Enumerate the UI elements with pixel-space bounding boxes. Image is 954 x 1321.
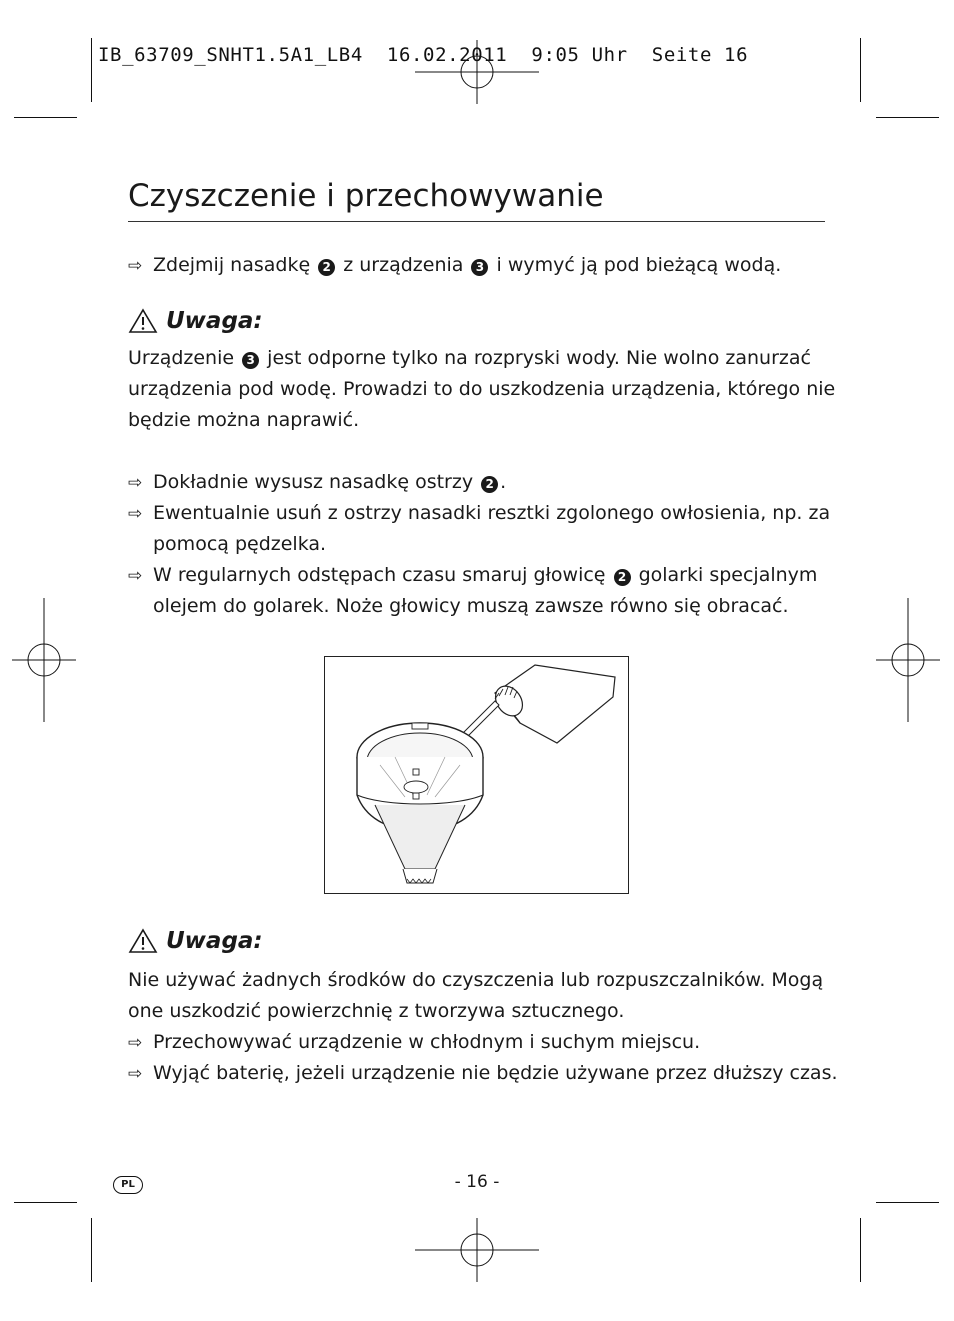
shaver-oiling-drawing bbox=[325, 657, 628, 893]
crop-mark bbox=[860, 38, 861, 102]
title-divider bbox=[128, 221, 825, 222]
arrow-right-icon: ⇨ bbox=[128, 1064, 143, 1084]
warning-text: Nie używać żadnych środków do czyszczenia lub rozpuszczalników. Mogą one uszkodzić powierzchnię z tworzywa sztucznego. bbox=[128, 969, 824, 1022]
page-number: - 16 - bbox=[454, 1172, 500, 1192]
crop-mark bbox=[14, 1202, 77, 1203]
reference-number-badge: 3 bbox=[471, 259, 488, 276]
oiling-illustration bbox=[324, 656, 629, 894]
crop-mark bbox=[876, 1202, 939, 1203]
arrow-right-icon: ⇨ bbox=[128, 256, 143, 276]
warning-text: Urządzenie 3 jest odporne tylko na rozpryski wody. Nie wolno zanurzać urządzenia pod wodę. Prowadzi to do uszkodzenia urządzenia, którego nie będzie można naprawić. bbox=[128, 347, 836, 431]
registration-mark-left bbox=[12, 598, 76, 722]
crop-mark bbox=[14, 117, 77, 118]
reference-number-badge: 2 bbox=[614, 569, 631, 586]
reference-number-badge: 2 bbox=[318, 259, 335, 276]
step-remove-hair: ⇨ Ewentualnie usuń z ostrzy nasadki resztki zgolonego owłosienia, np. za pomocą pędzelka. bbox=[128, 498, 828, 560]
crop-mark bbox=[91, 1218, 92, 1282]
page-title: Czyszczenie i przechowywanie bbox=[128, 178, 604, 214]
language-badge: PL bbox=[113, 1176, 143, 1194]
crop-mark bbox=[876, 117, 939, 118]
warning-heading: Uwaga: bbox=[128, 928, 263, 954]
step-oil: ⇨ W regularnych odstępach czasu smaruj głowicę 2 golarki specjalnym olejem do golarek. Noże głowicy muszą zawsze równo się obracać. bbox=[128, 560, 828, 622]
step-remove-battery: ⇨ Wyjąć baterię, jeżeli urządzenie nie będzie używane przez dłuższy czas. bbox=[128, 1058, 828, 1089]
registration-mark-right bbox=[876, 598, 940, 722]
warning-heading: Uwaga: bbox=[128, 308, 263, 334]
crop-mark bbox=[91, 38, 92, 102]
print-header: IB_63709_SNHT1.5A1_LB4 16.02.2011 9:05 Uhr Seite 16 bbox=[98, 44, 749, 66]
warning-triangle-icon bbox=[128, 308, 158, 334]
step-dry: ⇨ Dokładnie wysusz nasadkę ostrzy 2 . bbox=[128, 467, 828, 498]
arrow-right-icon: ⇨ bbox=[128, 566, 143, 586]
crop-mark bbox=[860, 1218, 861, 1282]
arrow-right-icon: ⇨ bbox=[128, 473, 143, 493]
step-remove-attachment: ⇨ Zdejmij nasadkę 2 z urządzenia 3 i wymyć ją pod bieżącą wodą. bbox=[128, 250, 828, 281]
reference-number-badge: 3 bbox=[242, 352, 259, 369]
reference-number-badge: 2 bbox=[481, 476, 498, 493]
warning-triangle-icon bbox=[128, 928, 158, 954]
step-store: ⇨ Przechowywać urządzenie w chłodnym i suchym miejscu. bbox=[128, 1027, 828, 1058]
arrow-right-icon: ⇨ bbox=[128, 504, 143, 524]
registration-mark-bottom bbox=[415, 1218, 539, 1282]
arrow-right-icon: ⇨ bbox=[128, 1033, 143, 1053]
